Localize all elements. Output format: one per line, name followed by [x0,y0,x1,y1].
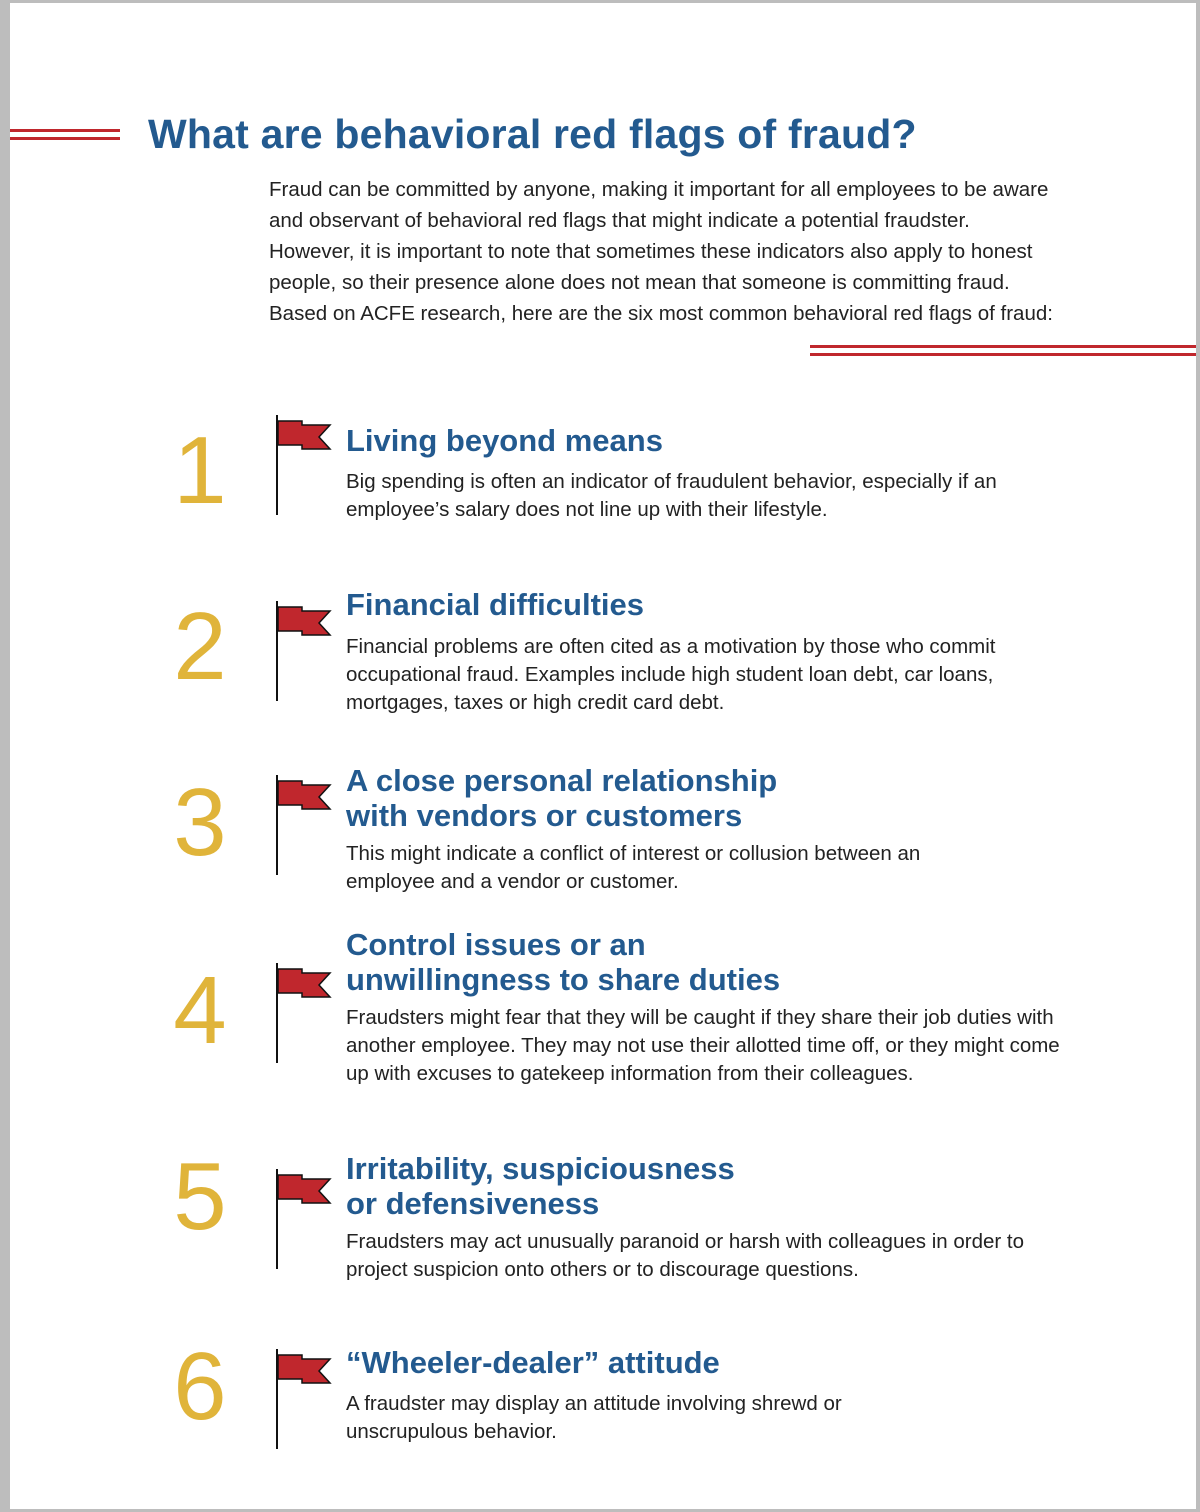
item-title-line-1: Irritability, suspiciousness [346,1151,735,1186]
red-flag-icon [274,601,334,701]
page-title: What are behavioral red flags of fraud? [148,111,917,157]
item-description: A fraudster may display an attitude involving shrewd or unscrupulous behavior. [346,1392,842,1443]
item-title-line-1: Living beyond means [346,423,663,458]
item-number: 3 [173,769,227,876]
intro-paragraph: Fraud can be committed by anyone, making it important for all employees to be aware and observant of behavioral red flags that might indicate a potential fraudster. However, it is important to note that sometimes these indicators also apply to honest people, so their presence alone does not mean that someone is committing fraud. Based on ACFE research, here are the six most common behavioral red flags of fraud: [269,178,1053,325]
red-flag-icon [274,1349,334,1449]
item-description: Big spending is often an indicator of fraudulent behavior, especially if an employee’s salary does not line up with their lifestyle. [346,470,997,521]
red-flag-icon [274,963,334,1063]
item-number: 6 [173,1333,227,1440]
item-title [346,587,644,622]
item-number: 1 [173,417,227,524]
item-number: 5 [173,1143,227,1250]
red-flag-icon [274,1169,334,1269]
item-description: Financial problems are often cited as a motivation by those who commit occupational fraud. Examples include high student loan debt, car loans, mortgages, taxes or high credit card debt. [346,635,996,714]
item-title-line-1: A close personal relationship [346,763,778,798]
item-title [346,423,663,458]
item-title-line-1: Financial difficulties [346,587,644,622]
decorative-rule-top [10,129,120,132]
item-title-line-1: “Wheeler-dealer” attitude [346,1345,720,1380]
item-title-line-1: Control issues or an [346,927,646,962]
item-number: 4 [173,957,227,1064]
item-title [346,763,777,833]
decorative-rule-right-second [810,353,1196,356]
document-page [10,3,1196,1509]
item-number: 2 [173,593,227,700]
item-title [346,1151,735,1221]
decorative-rule-right [810,345,1196,348]
item-description: Fraudsters might fear that they will be caught if they share their job duties with another employee. They may not use their allotted time off, or they might come up with excuses to gatekeep information from their colleagues. [346,1006,1060,1085]
item-title-line-2: with vendors or customers [346,798,743,833]
item-title-line-2: unwillingness to share duties [346,962,781,997]
item-description: Fraudsters may act unusually paranoid or harsh with colleagues in order to project suspicion onto others or to discourage questions. [346,1230,1024,1281]
item-title [346,1345,720,1380]
red-flag-icon [274,775,334,875]
item-description: This might indicate a conflict of interest or collusion between an employee and a vendor or customer. [346,842,921,893]
item-title-line-2: or defensiveness [346,1186,600,1221]
item-title [346,927,780,997]
red-flag-icon [274,415,334,515]
decorative-rule-top-second [10,137,120,140]
